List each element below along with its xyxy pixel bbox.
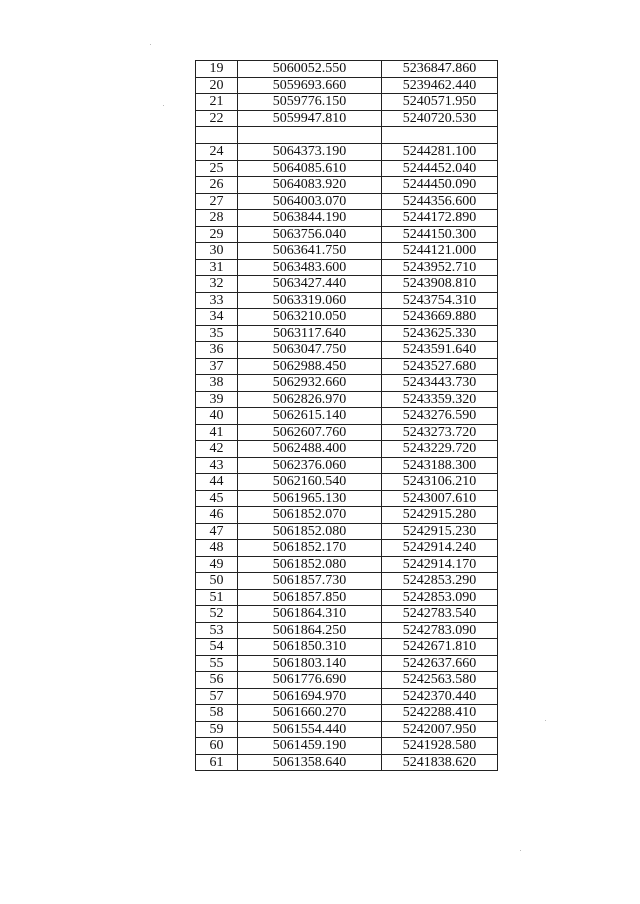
point-number-cell: 34	[196, 309, 238, 326]
scan-speck	[545, 720, 546, 721]
table-row	[196, 490, 498, 507]
point-number-cell: 27	[196, 193, 238, 210]
y-coordinate-cell: 5242783.540	[382, 606, 498, 623]
y-coordinate-cell: 5244452.040	[382, 160, 498, 177]
y-coordinate-cell: 5243106.210	[382, 474, 498, 491]
y-coordinate-cell: 5243952.710	[382, 259, 498, 276]
x-coordinate-cell: 5059947.810	[238, 110, 382, 127]
point-number-cell: 43	[196, 457, 238, 474]
y-coordinate-cell: 5242637.660	[382, 655, 498, 672]
point-number-cell: 50	[196, 573, 238, 590]
point-number-cell: 48	[196, 540, 238, 557]
point-number-cell	[196, 127, 238, 144]
table-row	[196, 424, 498, 441]
y-coordinate-cell: 5242915.280	[382, 507, 498, 524]
y-coordinate-cell: 5236847.860	[382, 61, 498, 78]
table-row	[196, 507, 498, 524]
table-row	[196, 688, 498, 705]
table-row	[196, 655, 498, 672]
y-coordinate-cell: 5243273.720	[382, 424, 498, 441]
x-coordinate-cell: 5061864.310	[238, 606, 382, 623]
point-number-cell: 38	[196, 375, 238, 392]
table-row	[196, 391, 498, 408]
x-coordinate-cell: 5063844.190	[238, 210, 382, 227]
point-number-cell: 58	[196, 705, 238, 722]
table-row	[196, 358, 498, 375]
y-coordinate-cell: 5242914.170	[382, 556, 498, 573]
table-row	[196, 177, 498, 194]
point-number-cell: 41	[196, 424, 238, 441]
point-number-cell: 49	[196, 556, 238, 573]
x-coordinate-cell: 5061554.440	[238, 721, 382, 738]
table-row	[196, 342, 498, 359]
table-row	[196, 441, 498, 458]
x-coordinate-cell: 5064373.190	[238, 144, 382, 161]
x-coordinate-cell: 5061852.080	[238, 556, 382, 573]
x-coordinate-cell: 5061850.310	[238, 639, 382, 656]
y-coordinate-cell: 5242671.810	[382, 639, 498, 656]
x-coordinate-cell: 5062160.540	[238, 474, 382, 491]
x-coordinate-cell: 5062932.660	[238, 375, 382, 392]
y-coordinate-cell: 5243276.590	[382, 408, 498, 425]
table-row	[196, 77, 498, 94]
x-coordinate-cell: 5061965.130	[238, 490, 382, 507]
table-row	[196, 606, 498, 623]
y-coordinate-cell: 5243443.730	[382, 375, 498, 392]
y-coordinate-cell: 5240720.530	[382, 110, 498, 127]
table-row	[196, 408, 498, 425]
table-row	[196, 243, 498, 260]
table-row	[196, 622, 498, 639]
point-number-cell: 33	[196, 292, 238, 309]
point-number-cell: 54	[196, 639, 238, 656]
table-row	[196, 259, 498, 276]
x-coordinate-cell: 5063483.600	[238, 259, 382, 276]
y-coordinate-cell: 5243188.300	[382, 457, 498, 474]
table-row	[196, 705, 498, 722]
point-number-cell: 60	[196, 738, 238, 755]
y-coordinate-cell	[382, 127, 498, 144]
table-row	[196, 160, 498, 177]
table-row	[196, 309, 498, 326]
point-number-cell: 44	[196, 474, 238, 491]
coordinates-table	[195, 60, 498, 771]
table-row	[196, 110, 498, 127]
x-coordinate-cell: 5059693.660	[238, 77, 382, 94]
point-number-cell: 22	[196, 110, 238, 127]
x-coordinate-cell: 5063117.640	[238, 325, 382, 342]
y-coordinate-cell: 5243908.810	[382, 276, 498, 293]
y-coordinate-cell: 5243229.720	[382, 441, 498, 458]
x-coordinate-cell: 5061864.250	[238, 622, 382, 639]
point-number-cell: 32	[196, 276, 238, 293]
table-row	[196, 292, 498, 309]
x-coordinate-cell: 5063047.750	[238, 342, 382, 359]
x-coordinate-cell: 5061852.070	[238, 507, 382, 524]
y-coordinate-cell: 5243754.310	[382, 292, 498, 309]
point-number-cell: 55	[196, 655, 238, 672]
x-coordinate-cell: 5061803.140	[238, 655, 382, 672]
y-coordinate-cell: 5241838.620	[382, 754, 498, 771]
table-row	[196, 94, 498, 111]
y-coordinate-cell: 5243625.330	[382, 325, 498, 342]
x-coordinate-cell: 5061660.270	[238, 705, 382, 722]
table-row	[196, 540, 498, 557]
point-number-cell: 45	[196, 490, 238, 507]
y-coordinate-cell: 5243007.610	[382, 490, 498, 507]
table-row	[196, 672, 498, 689]
point-number-cell: 57	[196, 688, 238, 705]
table-row	[196, 523, 498, 540]
x-coordinate-cell: 5062826.970	[238, 391, 382, 408]
y-coordinate-cell: 5242853.090	[382, 589, 498, 606]
table-row	[196, 589, 498, 606]
x-coordinate-cell: 5064085.610	[238, 160, 382, 177]
table-row	[196, 210, 498, 227]
y-coordinate-cell: 5244150.300	[382, 226, 498, 243]
table-row	[196, 738, 498, 755]
y-coordinate-cell: 5244356.600	[382, 193, 498, 210]
point-number-cell: 29	[196, 226, 238, 243]
y-coordinate-cell: 5243359.320	[382, 391, 498, 408]
x-coordinate-cell: 5061776.690	[238, 672, 382, 689]
x-coordinate-cell: 5062376.060	[238, 457, 382, 474]
point-number-cell: 56	[196, 672, 238, 689]
x-coordinate-cell: 5061358.640	[238, 754, 382, 771]
table-row	[196, 193, 498, 210]
y-coordinate-cell: 5243669.880	[382, 309, 498, 326]
scan-speck	[163, 105, 164, 106]
table-row	[196, 276, 498, 293]
x-coordinate-cell: 5062607.760	[238, 424, 382, 441]
point-number-cell: 40	[196, 408, 238, 425]
scan-speck	[520, 850, 521, 851]
point-number-cell: 19	[196, 61, 238, 78]
table-row	[196, 144, 498, 161]
y-coordinate-cell: 5244450.090	[382, 177, 498, 194]
table-row	[196, 556, 498, 573]
table-row	[196, 754, 498, 771]
y-coordinate-cell: 5242915.230	[382, 523, 498, 540]
point-number-cell: 35	[196, 325, 238, 342]
point-number-cell: 46	[196, 507, 238, 524]
x-coordinate-cell: 5063641.750	[238, 243, 382, 260]
point-number-cell: 25	[196, 160, 238, 177]
y-coordinate-cell: 5240571.950	[382, 94, 498, 111]
point-number-cell: 37	[196, 358, 238, 375]
point-number-cell: 28	[196, 210, 238, 227]
x-coordinate-cell: 5063756.040	[238, 226, 382, 243]
point-number-cell: 30	[196, 243, 238, 260]
point-number-cell: 20	[196, 77, 238, 94]
point-number-cell: 39	[196, 391, 238, 408]
table-row	[196, 457, 498, 474]
y-coordinate-cell: 5242288.410	[382, 705, 498, 722]
point-number-cell: 31	[196, 259, 238, 276]
table-row	[196, 127, 498, 144]
x-coordinate-cell	[238, 127, 382, 144]
coordinates-table-body	[196, 61, 498, 771]
point-number-cell: 24	[196, 144, 238, 161]
x-coordinate-cell: 5062988.450	[238, 358, 382, 375]
y-coordinate-cell: 5242783.090	[382, 622, 498, 639]
y-coordinate-cell: 5242007.950	[382, 721, 498, 738]
y-coordinate-cell: 5244172.890	[382, 210, 498, 227]
table-row	[196, 573, 498, 590]
x-coordinate-cell: 5061459.190	[238, 738, 382, 755]
table-row	[196, 325, 498, 342]
table-row	[196, 375, 498, 392]
y-coordinate-cell: 5241928.580	[382, 738, 498, 755]
y-coordinate-cell: 5244281.100	[382, 144, 498, 161]
x-coordinate-cell: 5059776.150	[238, 94, 382, 111]
x-coordinate-cell: 5062488.400	[238, 441, 382, 458]
point-number-cell: 21	[196, 94, 238, 111]
table-row	[196, 474, 498, 491]
y-coordinate-cell: 5244121.000	[382, 243, 498, 260]
point-number-cell: 52	[196, 606, 238, 623]
table-row	[196, 226, 498, 243]
table-row	[196, 61, 498, 78]
x-coordinate-cell: 5064083.920	[238, 177, 382, 194]
x-coordinate-cell: 5063427.440	[238, 276, 382, 293]
point-number-cell: 42	[196, 441, 238, 458]
y-coordinate-cell: 5242914.240	[382, 540, 498, 557]
table-row	[196, 639, 498, 656]
scan-speck	[150, 44, 151, 45]
point-number-cell: 36	[196, 342, 238, 359]
point-number-cell: 51	[196, 589, 238, 606]
point-number-cell: 26	[196, 177, 238, 194]
table-row	[196, 721, 498, 738]
y-coordinate-cell: 5243527.680	[382, 358, 498, 375]
point-number-cell: 47	[196, 523, 238, 540]
x-coordinate-cell: 5063210.050	[238, 309, 382, 326]
x-coordinate-cell: 5063319.060	[238, 292, 382, 309]
x-coordinate-cell: 5062615.140	[238, 408, 382, 425]
x-coordinate-cell: 5061857.730	[238, 573, 382, 590]
x-coordinate-cell: 5064003.070	[238, 193, 382, 210]
y-coordinate-cell: 5242853.290	[382, 573, 498, 590]
x-coordinate-cell: 5061852.080	[238, 523, 382, 540]
x-coordinate-cell: 5060052.550	[238, 61, 382, 78]
y-coordinate-cell: 5242370.440	[382, 688, 498, 705]
point-number-cell: 53	[196, 622, 238, 639]
x-coordinate-cell: 5061852.170	[238, 540, 382, 557]
x-coordinate-cell: 5061857.850	[238, 589, 382, 606]
point-number-cell: 59	[196, 721, 238, 738]
point-number-cell: 61	[196, 754, 238, 771]
y-coordinate-cell: 5242563.580	[382, 672, 498, 689]
y-coordinate-cell: 5239462.440	[382, 77, 498, 94]
x-coordinate-cell: 5061694.970	[238, 688, 382, 705]
y-coordinate-cell: 5243591.640	[382, 342, 498, 359]
